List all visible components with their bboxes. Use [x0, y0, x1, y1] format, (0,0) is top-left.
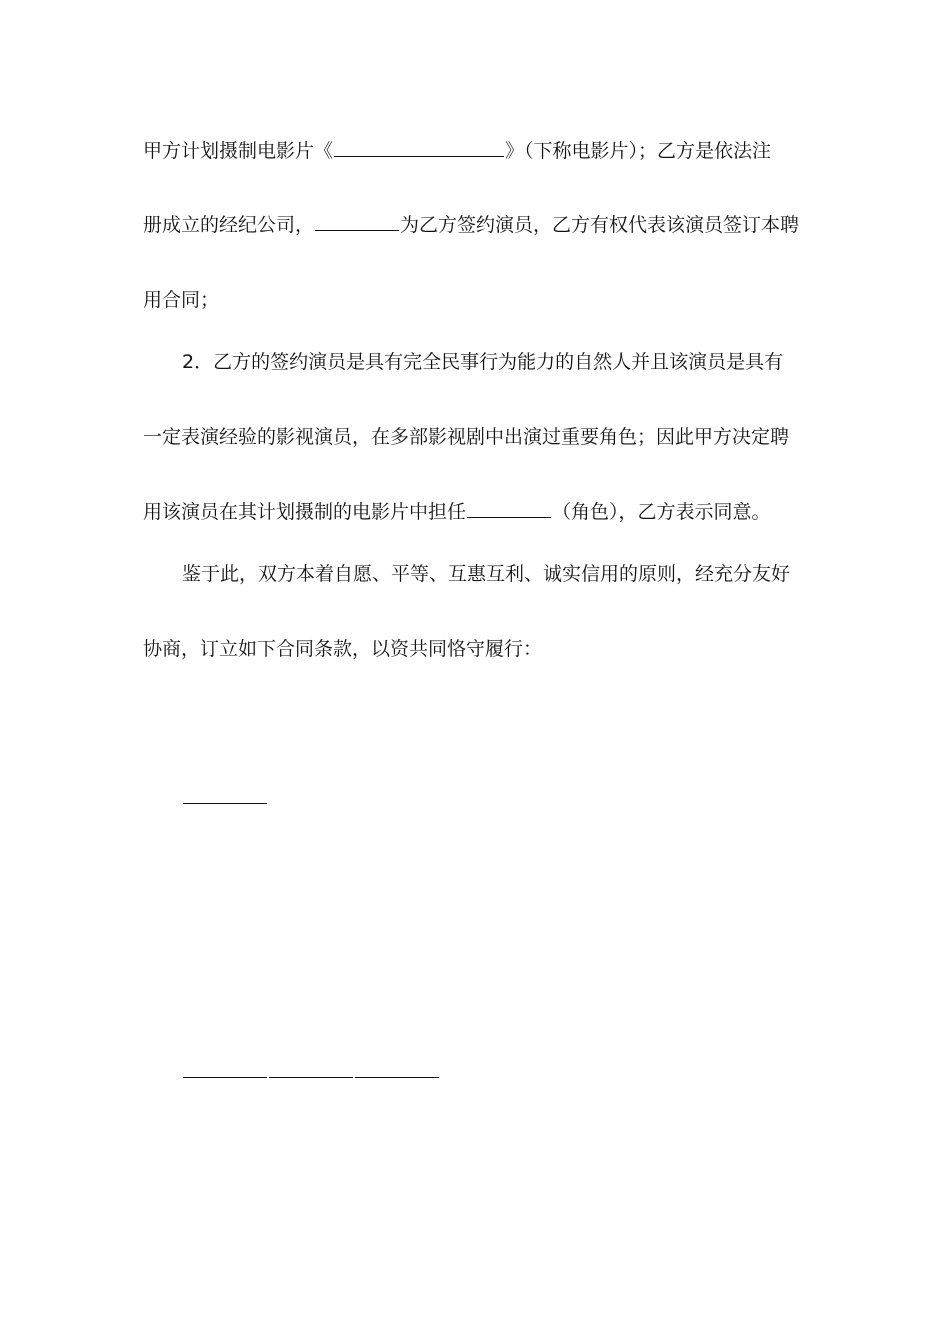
- paragraph-line: 协商，订立如下合同条款，以资共同恪守履行：: [143, 638, 543, 660]
- month-blank: [269, 1059, 353, 1078]
- paragraph-line: 一定表演经验的影视演员，在多部影视剧中出演过重要角色；因此甲方决定聘: [143, 426, 790, 448]
- day-blank: [355, 1059, 439, 1078]
- paragraph-line: 甲方计划摄制电影片《 》（下称电影片）；乙方是依法注: [143, 140, 772, 162]
- paragraph-line: [182, 1059, 950, 1085]
- role-blank: [467, 499, 551, 518]
- paragraph-line: 册成立的经纪公司， 为乙方签约演员，乙方有权代表该演员签订本聘: [143, 214, 800, 236]
- role-blank: [183, 785, 267, 804]
- actor-name-blank: [315, 212, 399, 231]
- film-title-blank: [334, 138, 504, 157]
- paragraph-line: 鉴于此，双方本着自愿、平等、互惠互利、诚实信用的原则，经充分友好: [182, 563, 791, 585]
- paragraph-line: 2．乙方的签约演员是具有完全民事行为能力的自然人并且该演员是具有: [182, 351, 784, 373]
- year-blank: [183, 1059, 267, 1078]
- paragraph-line: [182, 785, 950, 811]
- paragraph-line: 用该演员在其计划摄制的电影片中担任 （角色），乙方表示同意。: [143, 501, 771, 523]
- paragraph-line: 用合同；: [143, 289, 220, 311]
